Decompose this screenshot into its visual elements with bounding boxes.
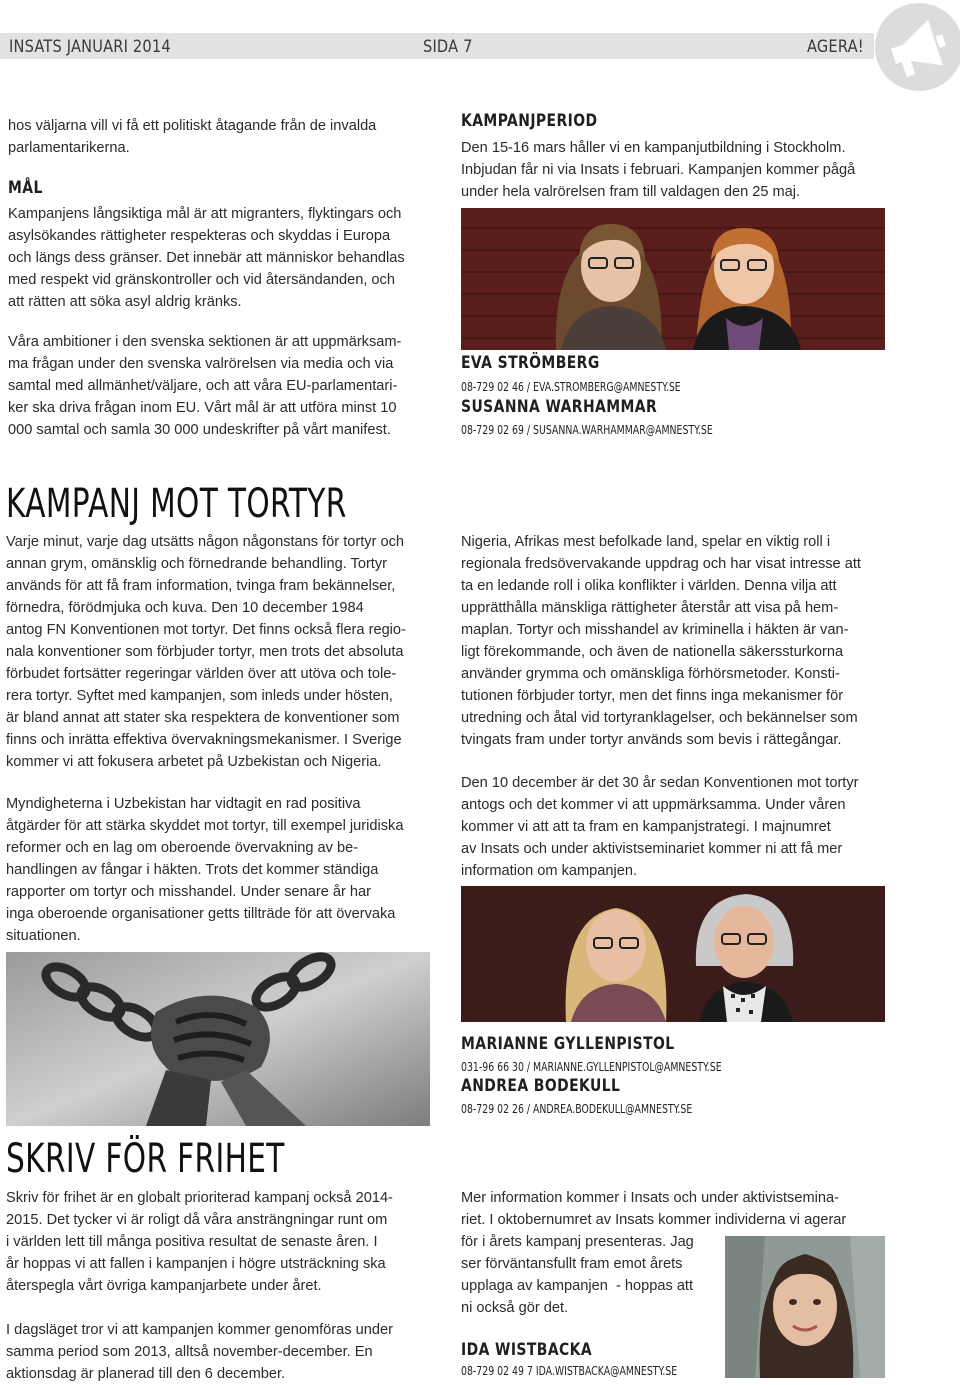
frihet-left-paragraph-1: Skriv för frihet är en globalt prioriterad kampanj också 2014- 2015. Det tycker vi är roligt då våra ansträngningar runt om i världen lett till många positiva resultat de senaste åren. I år hoppas vi att fallen i kampanjen i högre utsträckning ska återspegla vårt övriga kampanjarbete under året. [6, 1190, 393, 1294]
photo-marianne-andrea [461, 886, 885, 1022]
contact-name-eva: EVA STRÖMBERG [461, 353, 600, 373]
megaphone-icon [874, 2, 960, 98]
contact-name-susanna: SUSANNA WARHAMMAR [461, 397, 658, 417]
tortyr-left-paragraph-1: Varje minut, varje dag utsätts någon någonstans för tortyr och annan grym, omänsklig och förnedrande behandling. Tortyr används för att få fram information, tvinga fram bekännelser, förnedra, förödmjuka och kuva. Den 10 december 1984 antog FN Konventionen mot tortyr. Det finns också flera regio- nala konventioner som förbjuder tortyr, men trots det absoluta förbudet fortsätter regeringar världen över att utöva och tole- rera tortyr. Syftet med kampanjen, som inleds under hösten, är bland annat att stater ska respektera de konventioner som finns och inrätta effektiva övervakningsmekanismer. I Sverige kommer vi att fokusera arbetet på Uzbekistan och Nigeria. [6, 534, 406, 770]
frihet-right-paragraph-1: Mer information kommer i Insats och under aktivistsemina- riet. I oktobernumret av Insats kommer individerna vi agerar [461, 1190, 847, 1228]
mal-paragraph-1: Kampanjens långsiktiga mål är att migranters, flyktingars och asylsökandes rättigheter respekteras och skyddas i Europa och längs dess gränser. Det innebär att människor behandlas med respekt vid gränskontroller och vid återsändanden, och att rätten att söka asyl aldrig kränks. [8, 206, 405, 310]
contact-name-andrea: ANDREA BODEKULL [461, 1076, 621, 1096]
kampanjperiod-heading: KAMPANJPERIOD [461, 111, 598, 131]
kampanjperiod-paragraph: Den 15-16 mars håller vi en kampanjutbildning i Stockholm. Inbjudan får ni via Insats i februari. Kampanjen kommer pågå under hela valrörelsen fram till valdagen den 25 maj. [461, 140, 856, 200]
photo-chained-hands [6, 952, 430, 1126]
intro-paragraph: hos väljarna vill vi få ett politiskt åtagande från de invalda parlamentarikerna. [8, 118, 377, 156]
contact-name-marianne: MARIANNE GYLLENPISTOL [461, 1034, 675, 1054]
tortyr-left-paragraph-2: Myndigheterna i Uzbekistan har vidtagit en rad positiva åtgärder för att stärka skyddet mot tortyr, till exempel juridiska reformer och en lag om oberoende övervakning av be- handlingen av fångar i häkten. Trots det kommer ständiga rapporter om tortyr och misshandel. Under senare år har inga oberoende organisationer getts tillträde för att övervaka situationen. [6, 796, 404, 944]
issue-label: INSATS JANUARI 2014 [9, 37, 171, 57]
frihet-right-paragraph-2: för i årets kampanj presenteras. Jag ser förväntansfullt fram emot årets upplaga av kampanjen - hoppas att ni också gör det. [461, 1234, 694, 1316]
mal-heading: MÅL [8, 178, 43, 198]
photo-ida [725, 1236, 885, 1378]
contact-name-ida: IDA WISTBACKA [461, 1340, 593, 1360]
mal-paragraph-2: Våra ambitioner i den svenska sektionen är att uppmärksam- ma frågan under den svenska valrörelsen via media och via samtal med allmänhet/väljare, och att våra EU-parlamentari- ker ska driva frågan inom EU. Vårt mål är att utföra minst 10 000 samtal och samla 30 000 undeskrifter på vårt manifest. [8, 334, 402, 438]
tortyr-right-paragraph-2: Den 10 december är det 30 år sedan Konventionen mot tortyr antogs och det kommer vi att uppmärksamma. Under våren kommer vi att att ta fram en kampanjstrategi. I majnumret av Insats och under aktivistseminariet kommer ni att få mer information om kampanjen. [461, 775, 859, 879]
contact-info-andrea: 08-729 02 26 / ANDREA.BODEKULL@AMNESTY.SE [461, 1102, 693, 1116]
contact-info-susanna: 08-729 02 69 / SUSANNA.WARHAMMAR@AMNESTY.SE [461, 423, 713, 437]
section-label: AGERA! [807, 37, 864, 57]
contact-info-marianne: 031-96 66 30 / MARIANNE.GYLLENPISTOL@AMNESTY.SE [461, 1060, 722, 1074]
frihet-heading: SKRIV FÖR FRIHET [6, 1136, 285, 1182]
tortyr-right-paragraph-1: Nigeria, Afrikas mest befolkade land, spelar en viktig roll i regionala fredsövervakande uppdrag och har visat intresse att ta en ledande roll i olika konflikter i världen. Denna vilja att upprätthålla mänskliga rättigheter återstår att visa på hem- maplan. Tortyr och misshandel av kriminella i häkten är van- ligt förekommande, och även de nationella säkerssturkorna använder grymma och omänskliga förhörsmetoder. Konsti- tutionen förbjuder tortyr, men det finns inga mekanismer för utredning och åtal vid tortyranklagelser, och bekännelser som tvingats fram under tortyr används som bevis i rättegångar. [461, 534, 861, 748]
contact-info-eva: 08-729 02 46 / EVA.STROMBERG@AMNESTY.SE [461, 380, 681, 394]
photo-eva-susanna [461, 208, 885, 350]
page-number: SIDA 7 [423, 37, 473, 57]
contact-info-ida: 08-729 02 49 7 IDA.WISTBACKA@AMNESTY.SE [461, 1364, 678, 1378]
frihet-left-paragraph-2: I dagsläget tror vi att kampanjen kommer genomföras under samma period som 2013, alltså november-december. En aktionsdag är planerad till den 6 december. [6, 1322, 393, 1382]
tortyr-heading: KAMPANJ MOT TORTYR [6, 481, 347, 527]
